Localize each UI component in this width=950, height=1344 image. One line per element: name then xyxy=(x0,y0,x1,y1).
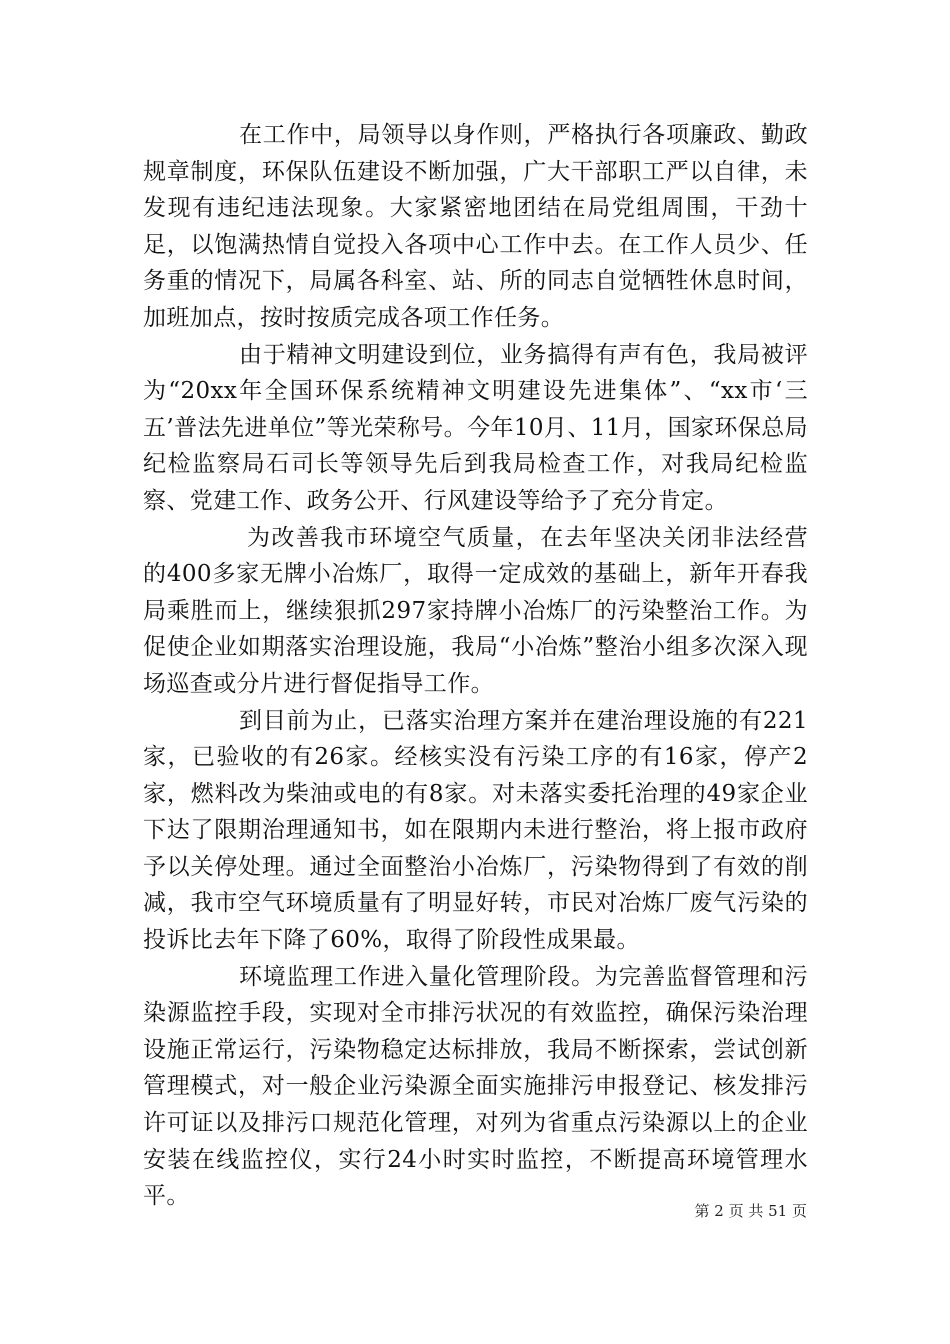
paragraph-discipline: 在工作中，局领导以身作则，严格执行各项廉政、勤政规章制度，环保队伍建设不断加强，广大干部职工严以自律，未发现有违纪违法现象。大家紧密地团结在局党组周围，干劲十足，以饱满热情自觉投入各项中心工作中去。在工作人员少、任务重的情况下，局属各科室、站、所的同志自觉牺牲休息时间，加班加点，按时按质完成各项工作任务。 xyxy=(143,122,808,331)
page-number-footer: 第 2 页 共 51 页 xyxy=(694,1202,807,1220)
paragraph-supervision: 环境监理工作进入量化管理阶段。为完善监督管理和污染源监控手段，实现对全市排污状况的有效监控，确保污染治理设施正常运行，污染物稳定达标排放，我局不断探索，尝试创新管理模式，对一般企业污染源全面实施排污申报登记、核发排污许可证以及排污口规范化管理，对列为省重点污染源以上的企业安装在线监控仪，实行24小时实时监控，不断提高环境管理水平。 xyxy=(143,963,808,1210)
paragraph-honors: 由于精神文明建设到位，业务搞得有声有色，我局被评为“20xx年全国环保系统精神文明建设先进集体”、“xx市‘三五’普法先进单位”等光荣称号。今年10月、11月，国家环保总局纪检监察局石司长等领导先后到我局检查工作，对我局纪检监察、党建工作、政务公开、行风建设等给予了充分肯定。 xyxy=(143,341,809,514)
paragraph-smelter-rectification: 为改善我市环境空气质量，在去年坚决关闭非法经营的400多家无牌小冶炼厂，取得一定成效的基础上，新年开春我局乘胜而上，继续狠抓297家持牌小冶炼厂的污染整治工作。为促使企业如期落实治理设施，我局“小冶炼”整治小组多次深入现场巡查或分片进行督促指导工作。 xyxy=(143,524,808,697)
document-body xyxy=(143,117,808,1215)
paragraph-rectification-results: 到目前为止，已落实治理方案并在建治理设施的有221家，已验收的有26家。经核实没有污染工序的有16家，停产2家，燃料改为柴油或电的有8家。对未落实委托治理的49家企业下达了限期治理通知书，如在限期内未进行整治，将上报市政府予以关停处理。通过全面整治小冶炼厂，污染物得到了有效的削减，我市空气环境质量有了明显好转，市民对冶炼厂废气污染的投诉比去年下降了60%，取得了阶段性成果最。 xyxy=(143,707,808,954)
